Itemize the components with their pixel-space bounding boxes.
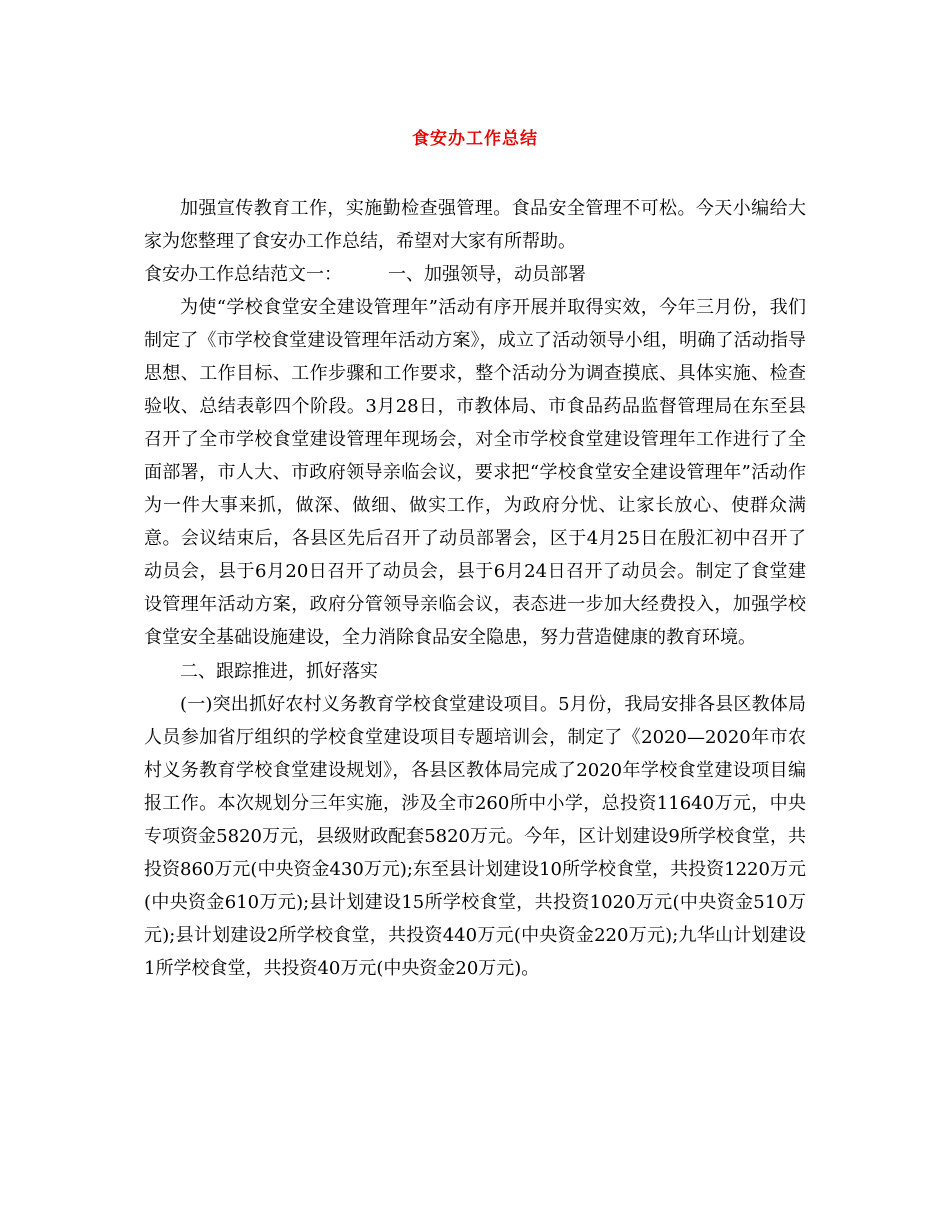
section-intro-heading: 一、加强领导，动员部署 bbox=[388, 264, 586, 285]
document-body bbox=[144, 192, 806, 985]
section-heading-2: 二、跟踪推进，抓好落实 bbox=[180, 661, 378, 682]
intro-paragraph: 加强宣传教育工作，实施勤检查强管理。食品安全管理不可松。今天小编给大家为您整理了食安办工作总结，希望对大家有所帮助。 bbox=[144, 198, 806, 252]
document-title: 食安办工作总结 bbox=[412, 129, 538, 149]
section-intro-line bbox=[144, 258, 806, 291]
paragraph-1: 为使“学校食堂安全建设管理年”活动有序开展并取得实效，今年三月份，我们制定了《市学校食堂建设管理年活动方案》，成立了活动领导小组，明确了活动指导思想、工作目标、工作步骤和工作要求，整个活动分为调查摸底、具体实施、检查验收、总结表彰四个阶段。3月28日，市教体局、市食品药品监督管理局在东至县召开了全市学校食堂建设管理年现场会，对全市学校食堂建设管理年工作进行了全面部署，市人大、市政府领导亲临会议，要求把“学校食堂安全建设管理年”活动作为一件大事来抓，做深、做细、做实工作，为政府分忧、让家长放心、使群众满意。会议结束后，各县区先后召开了动员部署会，区于4月25日在殷汇初中召开了动员会，县于6月20日召开了动员会，县于6月24日召开了动员会。制定了食堂建设管理年活动方案，政府分管领导亲临会议，表态进一步加大经费投入，加强学校食堂安全基础设施建设，全力消除食品安全隐患，努力营造健康的教育环境。 bbox=[144, 297, 806, 648]
paragraph-2: (一)突出抓好农村义务教育学校食堂建设项目。5月份，我局安排各县区教体局人员参加省厅组织的学校食堂建设项目专题培训会，制定了《2020—2020年市农村义务教育学校食堂建设规划》，各县区教体局完成了2020年学校食堂建设项目编报工作。本次规划分三年实施，涉及全市260所中小学，总投资11640万元，中央专项资金5820万元，县级财政配套5820万元。今年，区计划建设9所学校食堂，共投资860万元(中央资金430万元);东至县计划建设10所学校食堂，共投资1220万元(中央资金610万元);县计划建设15所学校食堂，共投资1020万元(中央资金510万元);县计划建设2所学校食堂，共投资440万元(中央资金220万元);九华山计划建设1所学校食堂，共投资40万元(中央资金20万元)。 bbox=[144, 694, 806, 979]
section-intro-label: 食安办工作总结范文一： bbox=[144, 264, 342, 285]
